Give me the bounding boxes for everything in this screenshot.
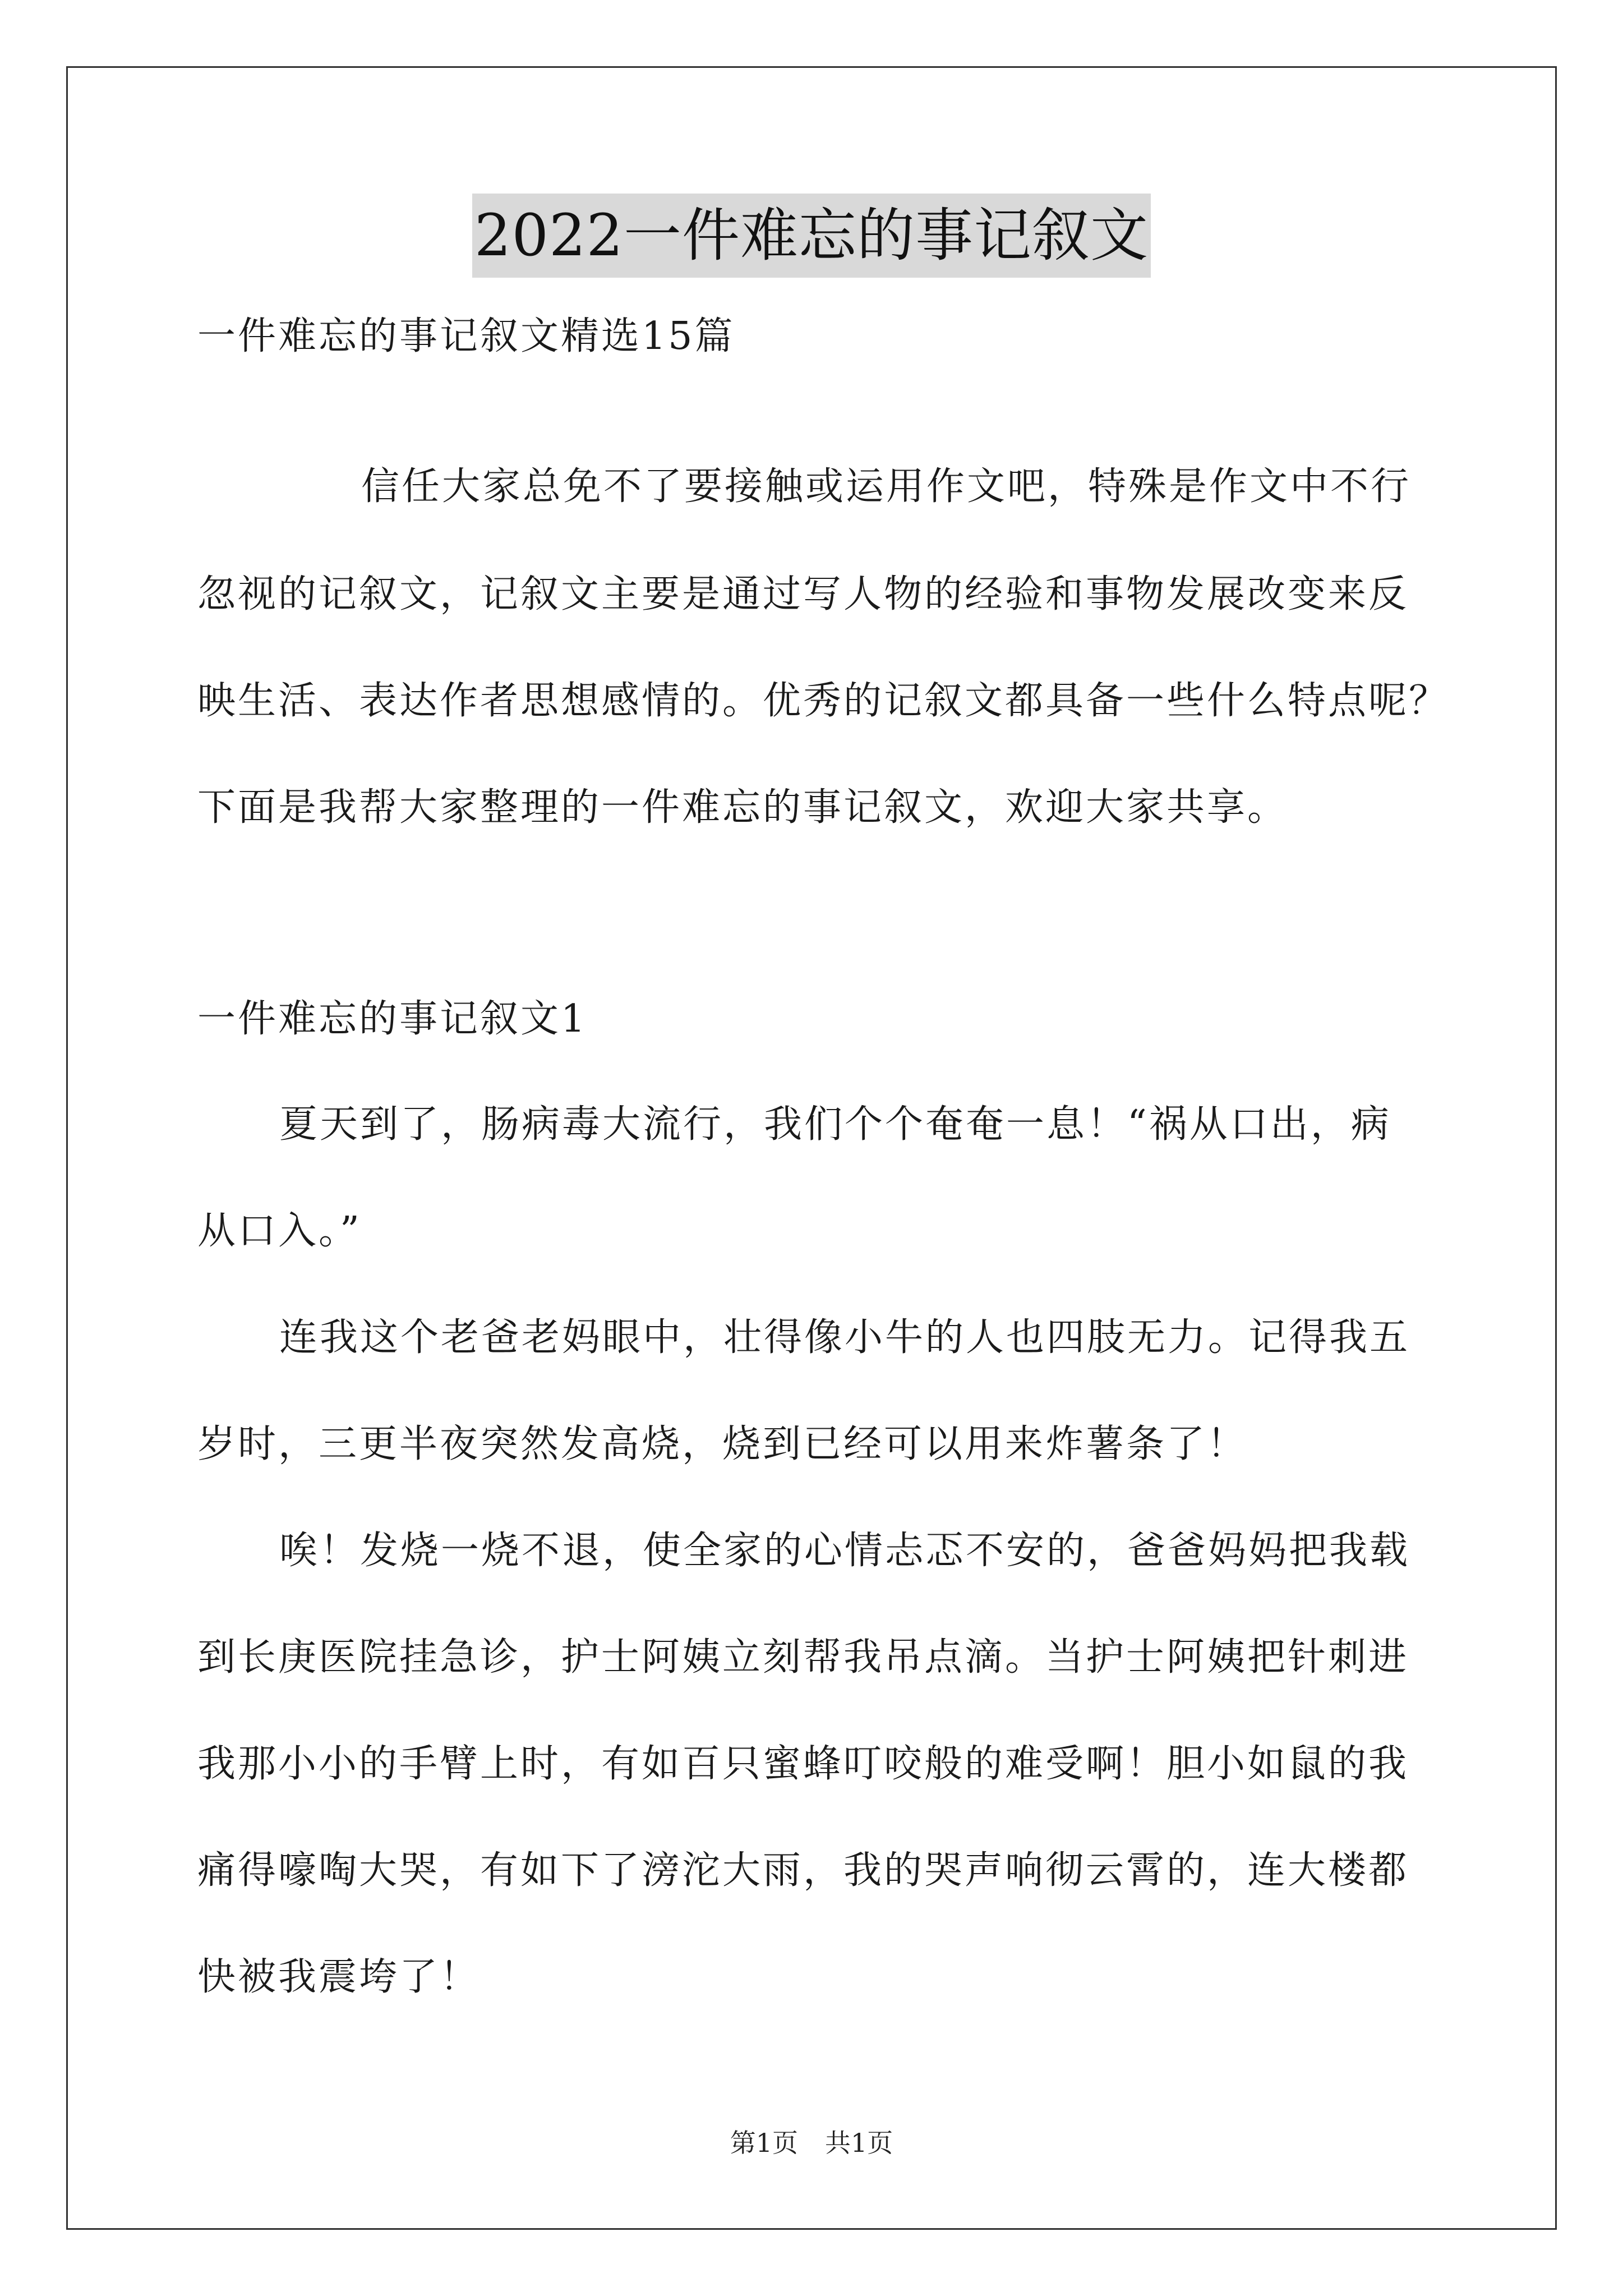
body-line: 夏天到了，肠病毒大流行，我们个个奄奄一息！“祸从口出，病: [279, 1102, 1391, 1147]
intro-line: 忽视的记叙文，记叙文主要是通过写人物的经验和事物发展改变来反: [197, 572, 1409, 616]
body-line: 从口入。”: [197, 1209, 362, 1253]
section-heading: 一件难忘的事记叙文1: [197, 997, 588, 1041]
body-line: 痛得嚎啕大哭，有如下了滂沱大雨，我的哭声响彻云霄的，连大楼都: [197, 1848, 1409, 1893]
document-title: 2022一件难忘的事记叙文: [472, 194, 1151, 278]
title-wrap: [0, 194, 1623, 278]
page-number: 第1页: [730, 2128, 798, 2158]
body-line: 唉！发烧一烧不退，使全家的心情忐忑不安的，爸爸妈妈把我载: [279, 1529, 1410, 1573]
intro-line: 下面是我帮大家整理的一件难忘的事记叙文，欢迎大家共享。: [197, 785, 1288, 830]
page-footer: [0, 2126, 1623, 2160]
body-line: 到长庚医院挂急诊，护士阿姨立刻帮我吊点滴。当护士阿姨把针刺进: [197, 1635, 1409, 1680]
body-line: 快被我震垮了！: [197, 1955, 481, 1999]
intro-line: 信任大家总免不了要接触或运用作文吧，特殊是作文中不行: [361, 464, 1412, 509]
body-line: 连我这个老爸老妈眼中，壮得像小牛的人也四肢无力。记得我五: [279, 1315, 1410, 1360]
page-total: 共1页: [825, 2128, 893, 2158]
body-line: 我那小小的手臂上时，有如百只蜜蜂叮咬般的难受啊！胆小如鼠的我: [197, 1742, 1409, 1786]
body-line: 岁时，三更半夜突然发高烧，烧到已经可以用来炸薯条了！: [197, 1422, 1248, 1466]
document-subtitle: 一件难忘的事记叙文精选15篇: [197, 314, 735, 358]
intro-line: 映生活、表达作者思想感情的。优秀的记叙文都具备一些什么特点呢？: [197, 679, 1450, 723]
